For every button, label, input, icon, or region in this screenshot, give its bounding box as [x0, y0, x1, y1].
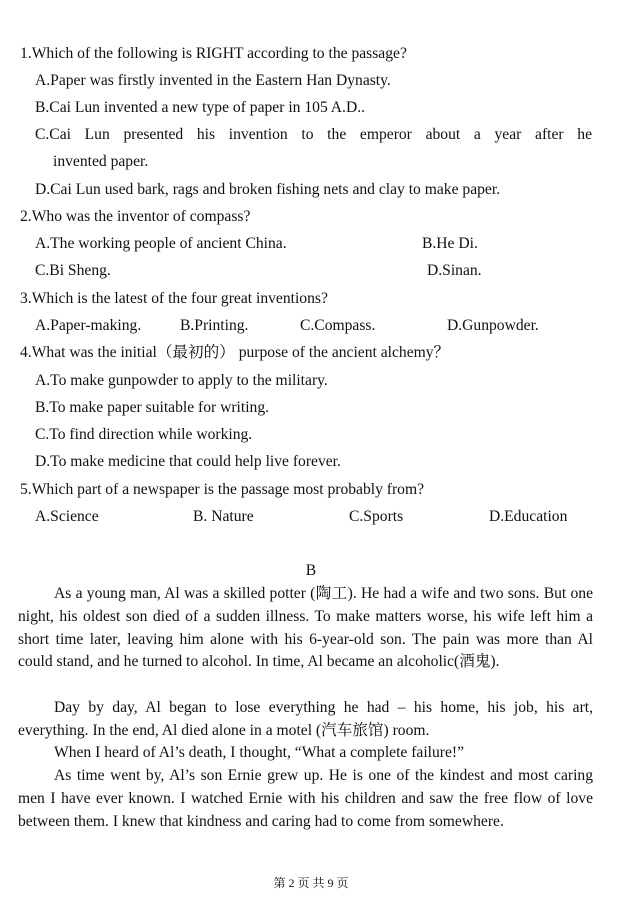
question-1-option-a: A.Paper was firstly invented in the Eastern Han Dynasty. — [35, 72, 391, 89]
question-1-prompt: 1.Which of the following is RIGHT according to the passage? — [20, 45, 407, 62]
question-1-option-d: D.Cai Lun used bark, rags and broken fishing nets and clay to make paper. — [35, 181, 501, 198]
passage-paragraph-1: As a young man, Al was a skilled potter (陶工). He had a wife and two sons. But one night, his oldest son died of a sudden illness. To make matters worse, his wife left him a short time later, leaving him alone with his 6-year-old son. The pain was more than Al could stand, and he turned to alcohol. In time, Al became an alcoholic(酒鬼). — [18, 585, 593, 671]
passage-paragraph-2: Day by day, Al began to lose everything he had – his home, his job, his art, everything. In the end, Al died alone in a motel (汽车旅馆) room. — [18, 699, 593, 739]
question-2-option-c: C.Bi Sheng. — [35, 262, 111, 279]
question-5-option-b: B. Nature — [193, 508, 254, 525]
question-3-option-d: D.Gunpowder. — [447, 317, 539, 334]
question-5-option-c: C.Sports — [349, 508, 404, 525]
question-2-option-b: B.He Di. — [422, 235, 478, 252]
page-number-footer: 第 2 页 共 9 页 — [273, 876, 349, 890]
question-2-prompt: 2.Who was the inventor of compass? — [20, 208, 251, 225]
question-2-option-a: A.The working people of ancient China. — [35, 235, 287, 252]
question-3-prompt: 3.Which is the latest of the four great inventions? — [20, 290, 328, 307]
question-1-option-c-continued: invented paper. — [53, 153, 149, 170]
question-5-option-a: A.Science — [35, 508, 99, 525]
passage-paragraph-4: As time went by, Al’s son Ernie grew up. He is one of the kindest and most caring men I have ever known. I watched Ernie with his children and saw the free flow of love between them. I knew that kindness and caring had to come from somewhere. — [18, 767, 593, 830]
question-4-prompt: 4.What was the initial（最初的） purpose of the ancient alchemy？ — [20, 344, 450, 361]
passage-paragraph-3: When I heard of Al’s death, I thought, “What a complete failure!” — [54, 744, 465, 761]
section-b-title: B — [305, 562, 317, 579]
question-1-option-b: B.Cai Lun invented a new type of paper in 105 A.D.. — [35, 99, 365, 116]
question-2-option-d: D.Sinan. — [427, 262, 482, 279]
question-4-option-c: C.To find direction while working. — [35, 426, 253, 443]
question-4-option-a: A.To make gunpowder to apply to the military. — [35, 372, 328, 389]
question-1-option-c: C.Cai Lun presented his invention to the emperor about a year after he — [35, 126, 592, 143]
question-3-option-b: B.Printing. — [180, 317, 249, 334]
question-5-option-d: D.Education — [489, 508, 568, 525]
question-3-option-c: C.Compass. — [300, 317, 376, 334]
question-4-option-d: D.To make medicine that could help live forever. — [35, 453, 341, 470]
question-4-option-b: B.To make paper suitable for writing. — [35, 399, 270, 416]
question-3-option-a: A.Paper-making. — [35, 317, 142, 334]
question-5-prompt: 5.Which part of a newspaper is the passage most probably from? — [20, 481, 425, 498]
